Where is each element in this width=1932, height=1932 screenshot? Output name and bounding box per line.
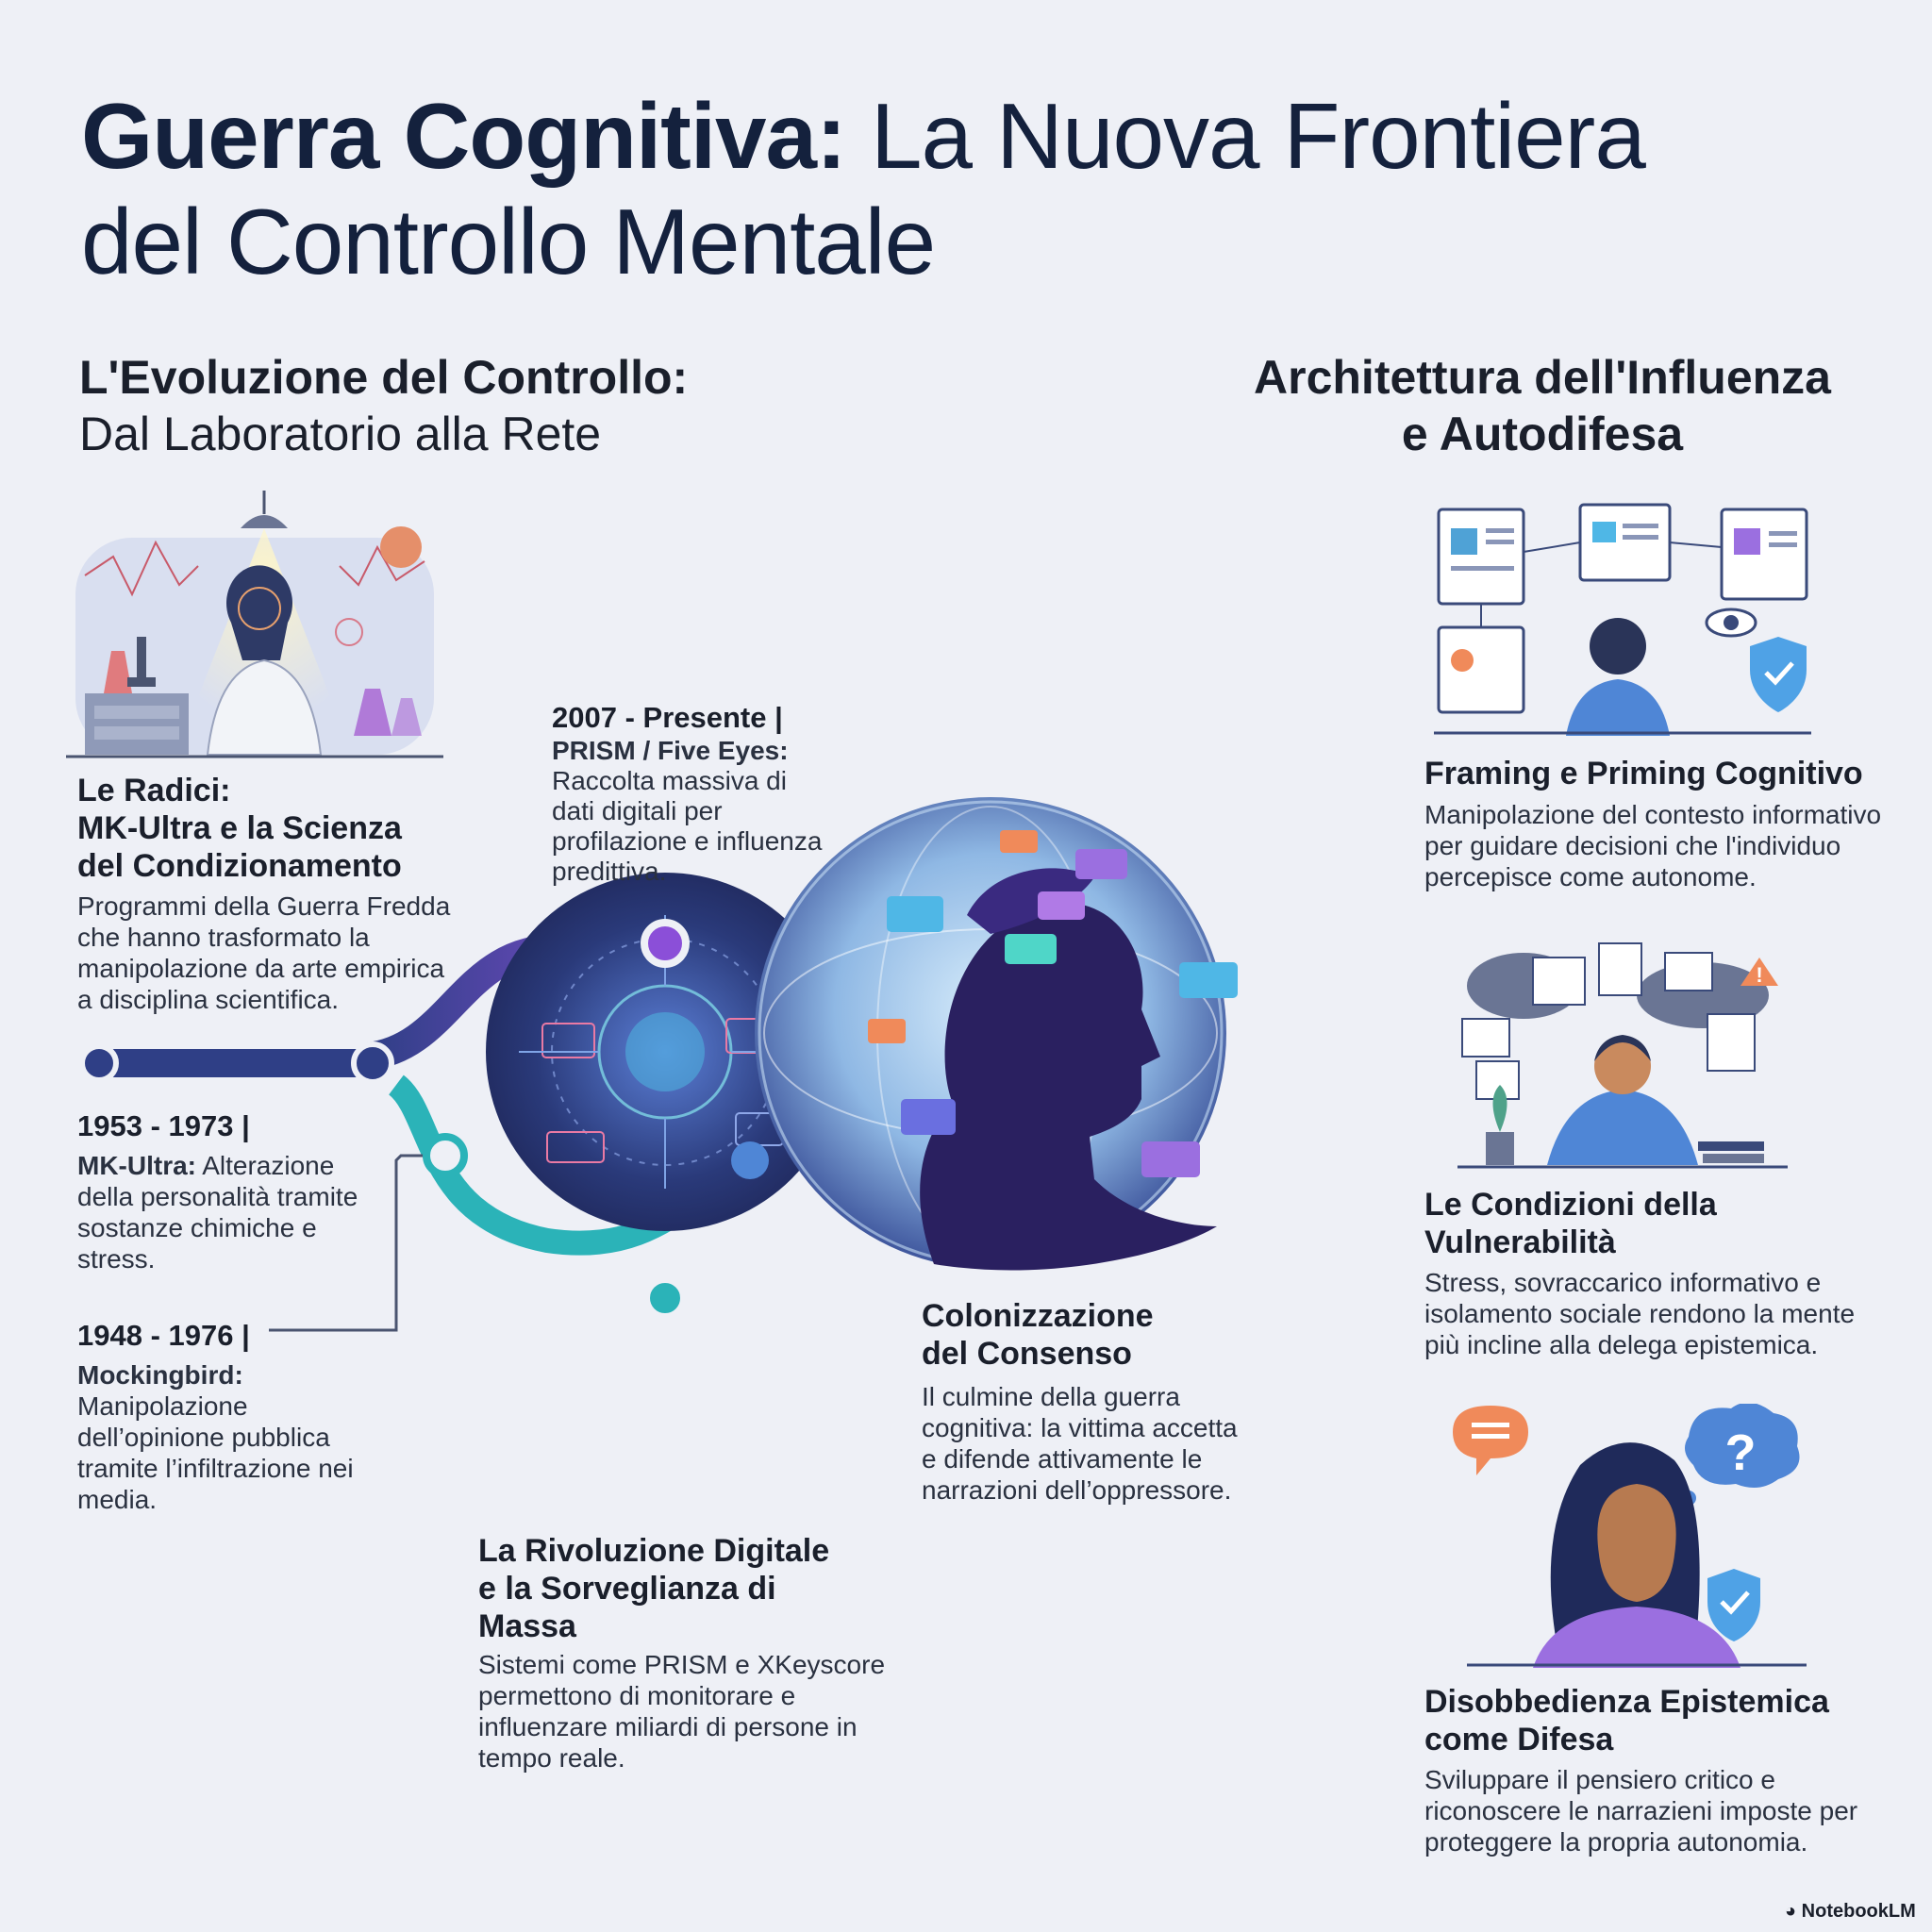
event-date: 1948 - 1976 |: [77, 1319, 250, 1352]
roots-title-line3: del Condizionamento: [77, 848, 402, 884]
event-text: Manipolazione dell’opinione pubblica tramite l’infiltrazione nei media.: [77, 1391, 354, 1514]
right-heading-line2: e Autodifesa: [1401, 408, 1684, 460]
footer-brand-label: NotebookLM: [1801, 1901, 1916, 1922]
timeline-event-prism: [552, 700, 835, 887]
timeline-event-mkultra: [77, 1108, 379, 1274]
title-rest: La Nuova Frontiera: [870, 84, 1645, 188]
consensus-title: [922, 1297, 1280, 1373]
right-item-text: Manipolazione del contesto informativo per guidare decisioni che l'individuo percepisce come autonome.: [1424, 800, 1882, 891]
framing-workflow-illustration: [1434, 495, 1811, 741]
roots-title-line2: MK-Ultra e la Scienza: [77, 810, 402, 846]
roots-text: Programmi della Guerra Fredda che hanno trasformato la manipolazione da arte empirica a disciplina scientifica.: [77, 891, 451, 1014]
event-name: Mockingbird:: [77, 1360, 243, 1390]
right-item-title: Disobbedienza Epistemica come Difesa: [1424, 1684, 1829, 1757]
event-body: [552, 736, 835, 887]
consensus-title-line2: del Consenso: [922, 1336, 1132, 1372]
lab-scientist-illustration: [66, 491, 443, 764]
right-item-title: Le Condizioni della Vulnerabilità: [1424, 1187, 1717, 1260]
right-heading-line1: Architettura dell'Influenza: [1254, 351, 1831, 404]
consensus-title-line1: Colonizzazione: [922, 1298, 1154, 1334]
footer-brand: [1785, 1901, 1916, 1923]
event-name: MK-Ultra:: [77, 1151, 196, 1180]
event-text: Raccolta massiva di dati digitali per profilazione e influenza predittiva.: [552, 766, 823, 886]
right-item-title: Framing e Priming Cognitivo: [1424, 756, 1863, 791]
notebooklm-logo-icon: ◕: [1785, 1901, 1797, 1922]
critical-thinker-illustration: [1448, 1404, 1807, 1668]
stressed-person-illustration: [1457, 939, 1788, 1170]
event-name: PRISM / Five Eyes:: [552, 736, 789, 765]
digital-title: La Rivoluzione Digitale e la Sorveglianza di Massa: [478, 1533, 830, 1644]
consensus-text: Il culmine della guerra cognitiva: la vittima accetta e difende attivamente le narrazioni dell’oppressore.: [922, 1382, 1238, 1505]
left-heading-bold: L'Evoluzione del Controllo:: [79, 351, 689, 404]
left-heading-light: Dal Laboratorio alla Rete: [79, 408, 602, 460]
roots-title-line1: Le Radici:: [77, 773, 231, 808]
right-item-text: Stress, sovraccarico informativo e isolamento sociale rendono la mente più incline alla delega epistemica.: [1424, 1268, 1856, 1359]
event-body: [77, 1359, 379, 1515]
left-section-heading: [79, 349, 928, 462]
page-title: [81, 83, 1874, 294]
title-bold: Guerra Cognitiva:: [81, 84, 846, 188]
event-date: 2007 - Presente |: [552, 701, 783, 734]
right-section-heading: [1217, 349, 1868, 462]
timeline-event-mockingbird: [77, 1318, 379, 1515]
event-date: 1953 - 1973 |: [77, 1109, 250, 1142]
right-item-text: Sviluppare il pensiero critico e riconoscere le narrazieni imposte per proteggere la propria autonomia.: [1424, 1765, 1858, 1857]
digital-text: Sistemi come PRISM e XKeyscore permettono di monitorare e influenzare miliardi di persone in tempo reale.: [478, 1650, 886, 1773]
svg-text:?: ?: [1724, 1424, 1757, 1481]
title-line2: del Controllo Mentale: [81, 190, 936, 293]
event-text: Alterazione della personalità tramite sostanze chimiche e stress.: [77, 1151, 358, 1274]
svg-text:!: !: [1756, 963, 1763, 987]
event-body: [77, 1150, 379, 1274]
